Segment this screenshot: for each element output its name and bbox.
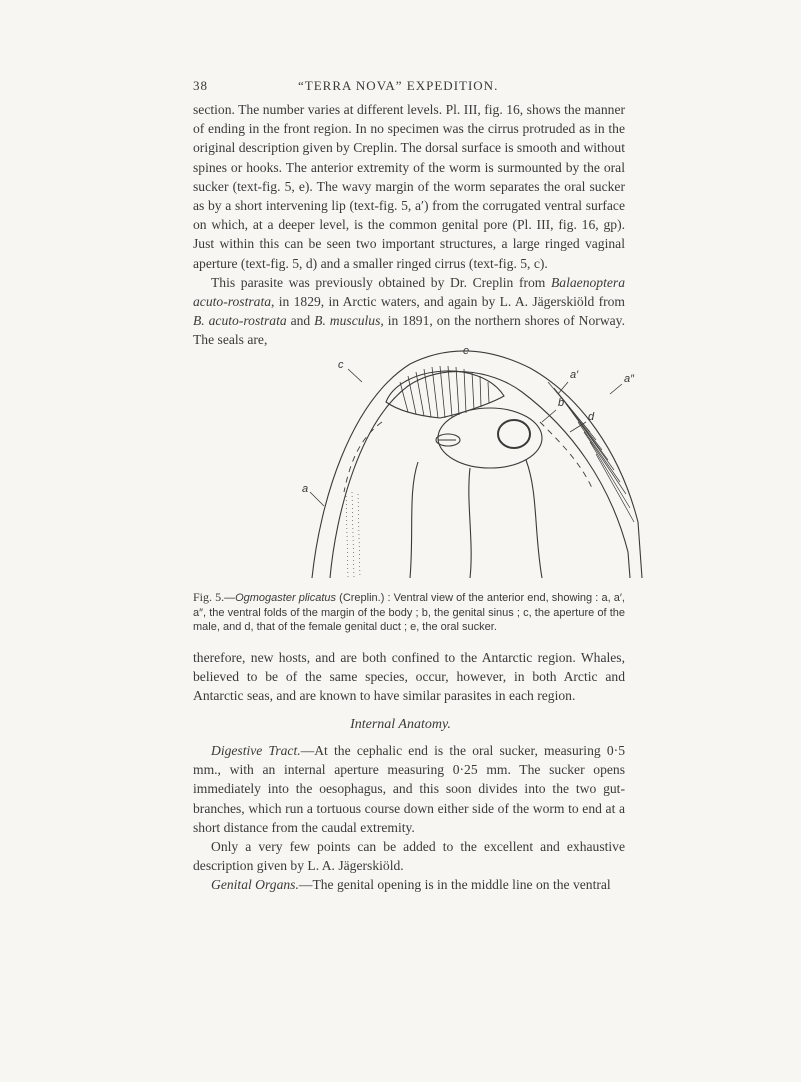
paragraph-2 [193, 273, 625, 350]
oesophagus [469, 468, 471, 578]
text-run: This parasite was previously obtained by Dr. Creplin from [211, 274, 551, 290]
genital-text: —The genital opening is in the middle line on the ventral [298, 877, 611, 893]
species-name: B. acuto-rostrata [193, 313, 287, 329]
paragraph-section [193, 100, 625, 350]
caption-species: Ogmogaster plicatus [235, 592, 337, 604]
label-e: e [463, 345, 470, 357]
gut-branch-left [410, 462, 418, 578]
label-a-prime: a′ [570, 369, 579, 381]
genital-lead: Genital Organs. [211, 877, 299, 893]
label-d: d [588, 411, 595, 423]
paragraph-1: section. The number varies at different levels. Pl. III, fig. 16, shows the manner of ending in the front region. In no specimen was the cirrus protruded as in the original description given by Creplin. The dorsal surface is smooth and without spines or hooks. The anterior extremity of the worm is surmounted by the oral sucker (text-fig. 5, e). The wavy margin of the worm separates the oral sucker as by a short intervening lip (text-fig. 5, a′) from the corrugated ventral surface on which, at a deeper level, is the common genital pore (Pl. III, fig. 16, gp). Just within this can be seen two important structures, a large ringed vaginal aperture (text-fig. 5, d) and a smaller ringed cirrus (text-fig. 5, c). [193, 102, 625, 271]
gut-branch-right [526, 460, 542, 578]
body-outline [312, 351, 642, 578]
species-name: B. musculus [314, 313, 381, 329]
figure-label: Fig. 5. [193, 590, 225, 604]
paragraph-hosts [193, 648, 625, 706]
figure-5-drawing [290, 342, 650, 582]
paragraph-6 [193, 875, 625, 894]
paragraph-4 [193, 741, 625, 837]
paragraph-5: Only a very few points can be added to the excellent and exhaustive description given by L. A. Jägerskiöld. [193, 839, 625, 874]
running-title: “TERRA NOVA” EXPEDITION. [298, 78, 499, 93]
paragraph-digestive [193, 741, 625, 895]
label-a: a [302, 483, 309, 495]
paragraph-3: therefore, new hosts, and are both confined to the Antarctic region. Whales, believed to be of the same species, occur, however, in both Arctic and Antarctic seas, and are known to have similar parasites in each region. [193, 650, 625, 704]
label-a-double-prime: a″ [624, 373, 635, 385]
species-name: Balaenoptera acuto-rostrata [193, 274, 625, 310]
label-c: c [338, 359, 344, 371]
text-run: and [286, 313, 315, 329]
label-b: b [558, 397, 565, 409]
page-number: 38 [193, 78, 208, 93]
digestive-text: —At the cephalic end is the oral sucker, measuring 0·5 mm., with an internal aperture measuring 0·25 mm. The sucker opens immediately into the oesophagus, and this soon divides into the two gut-branches, which run a tortuous course down either side of the worm to end at a short distance from the caudal extremity. [193, 743, 625, 835]
genital-sinus [438, 408, 542, 468]
section-heading: Internal Anatomy. [350, 717, 451, 732]
text-run: , in 1891, on the northern shores of Norway. The seals are, [193, 313, 625, 348]
vaginal-aperture [498, 420, 530, 448]
figure-caption: Fig. 5.—Ogmogaster plicatus (Creplin.) : Ventral view of the anterior end, showing : a, a′, a″, the ventral folds of the margin of the body ; b, the genital sinus ; c, the aperture of the male, and d, that of the female genital duct ; e, the oral sucker. [193, 590, 625, 634]
digestive-lead: Digestive Tract. [211, 743, 301, 758]
caption-text: (Creplin.) : Ventral view of the anterior end, showing : a, a′, a″, the ventral folds of the margin of the body ; b, the genital sinus ; c, the aperture of the male, and d, that of the female genital duct ; e, the oral sucker. [193, 592, 625, 634]
text-run: , in 1829, in Arctic waters, and again by L. A. Jägerskiöld from [271, 294, 625, 310]
